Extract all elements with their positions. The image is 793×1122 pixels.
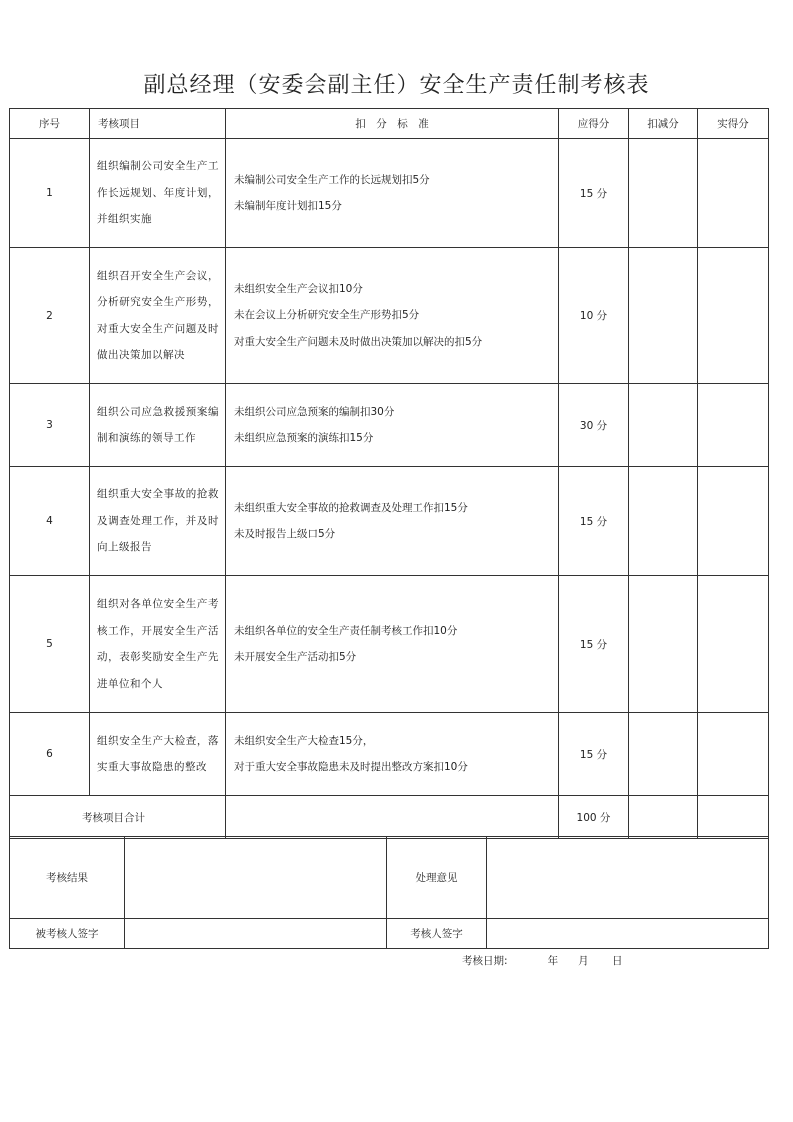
criteria-line: 未组织安全生产会议扣10分 xyxy=(234,282,363,295)
criteria-cell xyxy=(226,576,559,713)
assessee-sign-field[interactable] xyxy=(125,919,387,949)
deducted-score-cell[interactable] xyxy=(629,576,698,713)
assessment-table xyxy=(9,108,769,839)
criteria-line: 未组织各单位的安全生产责任制考核工作扣10分 xyxy=(234,624,458,637)
should-score: 15 分 xyxy=(559,139,629,248)
assessment-item: 组织安全生产大检查，落实重大事故隐患的整改 xyxy=(90,713,226,796)
assessment-item: 组织召开安全生产会议，分析研究安全生产形势，对重大安全生产问题及时做出决策加以解决 xyxy=(90,248,226,384)
total-actual-cell[interactable] xyxy=(698,796,769,839)
result-label: 考核结果 xyxy=(10,837,125,919)
assessor-sign-label: 考核人签字 xyxy=(387,919,487,949)
deducted-score-cell[interactable] xyxy=(629,713,698,796)
opinion-label: 处理意见 xyxy=(387,837,487,919)
criteria-line: 未在会议上分析研究安全生产形势扣5分 xyxy=(234,309,420,322)
actual-score-cell[interactable] xyxy=(698,713,769,796)
criteria-line: 未组织安全生产大检查15分， xyxy=(234,734,374,747)
criteria-line: 未及时报告上级口5分 xyxy=(234,528,336,540)
table-row xyxy=(10,576,769,713)
criteria-line: 未组织应急预案的演练扣15分 xyxy=(234,432,374,444)
opinion-field[interactable] xyxy=(487,837,769,919)
assessor-sign-field[interactable] xyxy=(487,919,769,949)
table-row xyxy=(10,713,769,796)
result-row xyxy=(10,837,769,919)
criteria-line: 未组织重大安全事故的抢救调查及处理工作扣15分 xyxy=(234,501,468,514)
assessment-date: 考核日期: 年 月 日 xyxy=(462,955,623,967)
header-no: 序号 xyxy=(10,109,90,139)
criteria-cell xyxy=(226,248,559,384)
table-row xyxy=(10,384,769,467)
table-row xyxy=(10,139,769,248)
assessment-item: 组织重大安全事故的抢救及调查处理工作，并及时向上级报告 xyxy=(90,467,226,576)
total-score: 100 分 xyxy=(559,796,629,839)
signature-row xyxy=(10,919,769,949)
table-header-row xyxy=(10,109,769,139)
header-deducted: 扣减分 xyxy=(629,109,698,139)
actual-score-cell[interactable] xyxy=(698,384,769,467)
deducted-score-cell[interactable] xyxy=(629,384,698,467)
should-score: 15 分 xyxy=(559,467,629,576)
table-row xyxy=(10,248,769,384)
header-item: 考核项目 xyxy=(90,109,226,139)
criteria-line: 未编制年度计划扣15分 xyxy=(234,200,342,212)
criteria-line: 未编制公司安全生产工作的长远规划扣5分 xyxy=(234,173,430,186)
deducted-score-cell[interactable] xyxy=(629,248,698,384)
actual-score-cell[interactable] xyxy=(698,139,769,248)
page-title: 副总经理（安委会副主任）安全生产责任制考核表 xyxy=(143,73,650,98)
actual-score-cell[interactable] xyxy=(698,576,769,713)
row-number: 1 xyxy=(10,139,90,248)
criteria-line: 对重大安全生产问题未及时做出决策加以解决的扣5分 xyxy=(234,335,483,348)
row-number: 3 xyxy=(10,384,90,467)
assessment-item: 组织编制公司安全生产工作长远规划、年度计划，并组织实施 xyxy=(90,139,226,248)
header-actual-score: 实得分 xyxy=(698,109,769,139)
should-score: 15 分 xyxy=(559,713,629,796)
criteria-line: 未开展安全生产活动扣5分 xyxy=(234,651,357,663)
total-criteria-cell xyxy=(226,796,559,839)
signature-table xyxy=(9,836,769,949)
assessee-sign-label: 被考核人签字 xyxy=(10,919,125,949)
criteria-cell xyxy=(226,713,559,796)
total-row xyxy=(10,796,769,839)
criteria-cell xyxy=(226,384,559,467)
header-criteria: 扣 分 标 准 xyxy=(226,109,559,139)
criteria-cell xyxy=(226,139,559,248)
row-number: 6 xyxy=(10,713,90,796)
table-row xyxy=(10,467,769,576)
row-number: 2 xyxy=(10,248,90,384)
should-score: 10 分 xyxy=(559,248,629,384)
row-number: 4 xyxy=(10,467,90,576)
criteria-line: 未组织公司应急预案的编制扣30分 xyxy=(234,405,395,418)
actual-score-cell[interactable] xyxy=(698,467,769,576)
criteria-cell xyxy=(226,467,559,576)
criteria-line: 对于重大安全事故隐患未及时提出整改方案扣10分 xyxy=(234,761,468,773)
total-label: 考核项目合计 xyxy=(10,796,226,839)
assessment-item: 组织公司应急救援预案编制和演练的领导工作 xyxy=(90,384,226,467)
row-number: 5 xyxy=(10,576,90,713)
total-deducted-cell[interactable] xyxy=(629,796,698,839)
deducted-score-cell[interactable] xyxy=(629,467,698,576)
deducted-score-cell[interactable] xyxy=(629,139,698,248)
assessment-item: 组织对各单位安全生产考核工作，开展安全生产活动，表彰奖励安全生产先进单位和个人 xyxy=(90,576,226,713)
result-field[interactable] xyxy=(125,837,387,919)
actual-score-cell[interactable] xyxy=(698,248,769,384)
header-should-score: 应得分 xyxy=(559,109,629,139)
should-score: 15 分 xyxy=(559,576,629,713)
should-score: 30 分 xyxy=(559,384,629,467)
